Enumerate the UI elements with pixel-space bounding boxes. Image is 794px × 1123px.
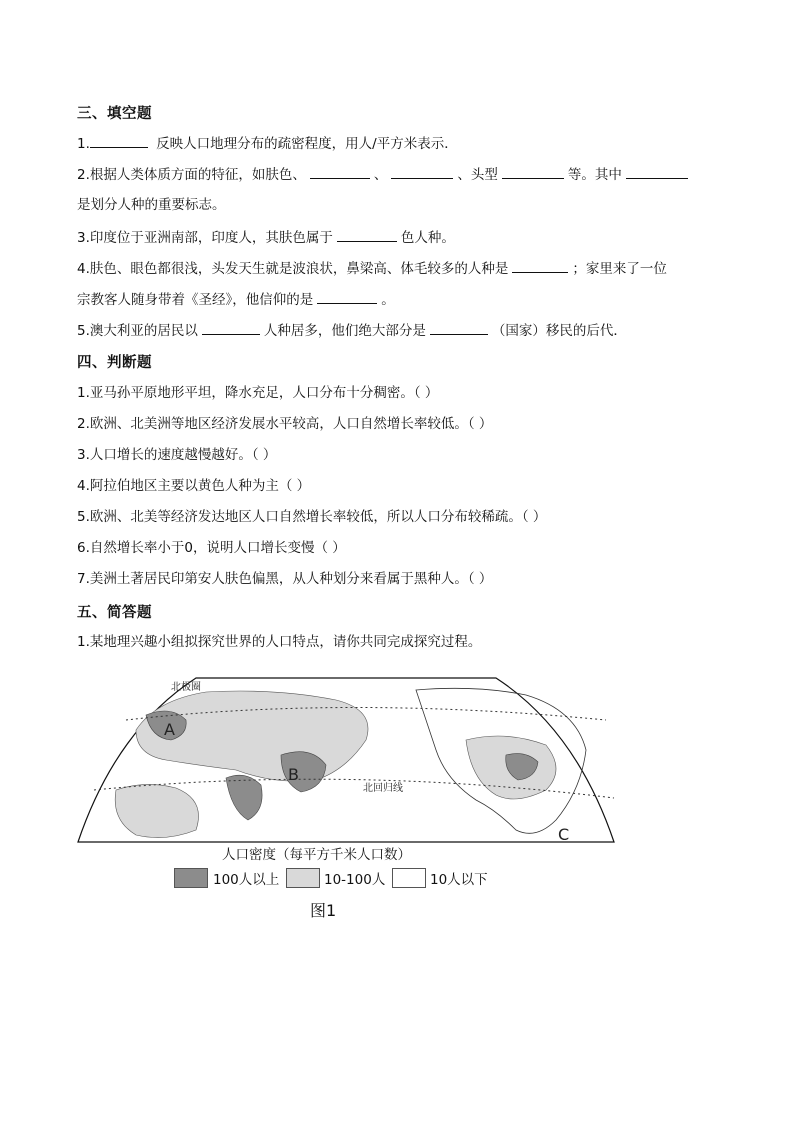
q2-blank-4[interactable] [626, 164, 688, 179]
map-label-b: B [288, 765, 299, 784]
fill-question-5 [77, 320, 627, 341]
judge-item: 4.阿拉伯地区主要以黄色人种为主（ ） [77, 478, 311, 494]
q5-blank-1[interactable] [202, 320, 260, 335]
section-title-judge: 四、判断题 [77, 355, 152, 371]
fill-question-4-cont [77, 289, 395, 310]
map-label-c: C [558, 825, 570, 844]
q3-text-b: 色人种。 [400, 230, 455, 246]
judge-item: 7.美洲土著居民印第安人肤色偏黑，从人种划分来看属于黑种人。（ ） [77, 571, 493, 587]
q2-text-b: 、 [373, 167, 388, 183]
q2-blank-3[interactable] [502, 164, 564, 179]
judge-item: 6.自然增长率小于0，说明人口增长变慢（ ） [77, 540, 346, 556]
q2-blank-1[interactable] [310, 164, 370, 179]
fill-question-4 [77, 258, 667, 279]
q5-text-b: 人种居多，他们绝大部分是 [263, 323, 426, 339]
judge-item: 3.人口增长的速度越慢越好。（ ） [77, 447, 277, 463]
q4-text-b: ；家里来了一位 [572, 261, 667, 277]
legend-label-sparse: 10人以下 [430, 872, 488, 888]
short-question-1: 1.某地理兴趣小组拟探究世界的人口特点，请你共同完成探究过程。 [77, 634, 482, 650]
q4-text-d: 。 [381, 292, 395, 308]
judge-item: 2.欧洲、北美洲等地区经济发展水平较高，人口自然增长率较低。（ ） [77, 416, 493, 432]
judge-item: 1.亚马孙平原地形平坦，降水充足，人口分布十分稠密。（ ） [77, 385, 439, 401]
fill-question-1 [77, 133, 458, 154]
section-title-fill-in: 三、填空题 [77, 106, 152, 122]
q4-text-a: 4.肤色、眼色都很浅，头发天生就是波浪状，鼻梁高、体毛较多的人种是 [77, 261, 509, 277]
judge-item: 5.欧洲、北美等经济发达地区人口自然增长率较低，所以人口分布较稀疏。（ ） [77, 509, 547, 525]
q1-number: 1. [77, 136, 90, 152]
fill-question-2-cont: 是划分人种的重要标志。 [77, 197, 226, 213]
q5-blank-2[interactable] [430, 320, 488, 335]
legend-label-dense: 100人以上 [213, 872, 280, 888]
world-population-density-map [76, 670, 616, 850]
q4-blank-2[interactable] [317, 289, 377, 304]
q1-text: 反映人口地理分布的疏密程度，用人/平方米表示． [151, 136, 458, 152]
q3-blank[interactable] [337, 227, 397, 242]
q3-text-a: 3.印度位于亚洲南部，印度人，其肤色属于 [77, 230, 333, 246]
q1-blank[interactable] [90, 133, 148, 148]
q4-text-c: 宗教客人随身带着《圣经》，他信仰的是 [77, 292, 314, 308]
q2-text-d: 等。其中 [567, 167, 622, 183]
legend-label-medium: 10-100人 [324, 872, 386, 888]
map-label-a: A [164, 720, 175, 739]
legend-swatch-dense [174, 868, 208, 888]
q2-text-a: 2.根据人类体质方面的特征，如肤色、 [77, 167, 306, 183]
figure-caption: 图1 [310, 901, 337, 920]
q2-text-c: 、头型 [457, 167, 498, 183]
section-title-short-answer: 五、简答题 [77, 605, 152, 621]
q5-text-c: （国家）移民的后代． [491, 323, 627, 339]
legend-title: 人口密度（每平方千米人口数） [222, 847, 411, 863]
fill-question-2 [77, 164, 692, 185]
arctic-circle-label: 北极圈 [171, 682, 201, 693]
tropic-label: 北回归线 [363, 783, 403, 794]
q2-blank-2[interactable] [391, 164, 453, 179]
fill-question-3 [77, 227, 455, 248]
legend-swatch-sparse [392, 868, 426, 888]
q4-blank-1[interactable] [512, 258, 568, 273]
legend-swatch-medium [286, 868, 320, 888]
q5-text-a: 5.澳大利亚的居民以 [77, 323, 198, 339]
